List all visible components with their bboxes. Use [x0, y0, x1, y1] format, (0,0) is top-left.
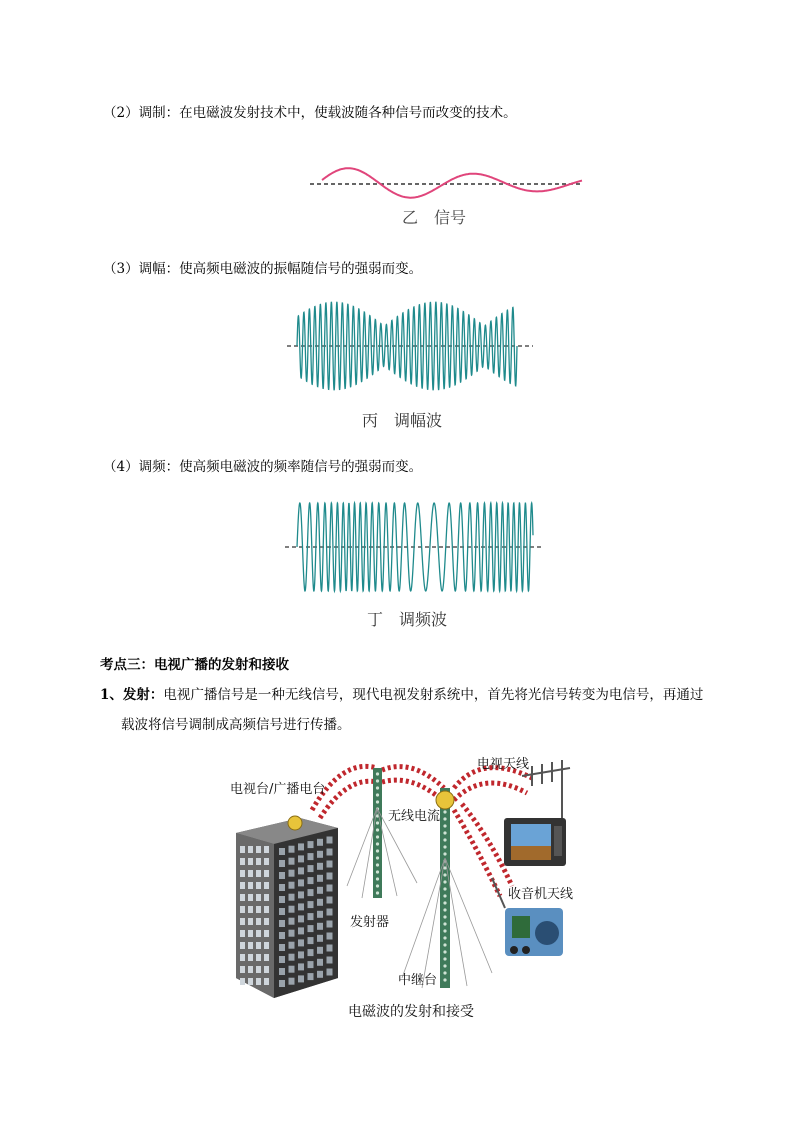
am-text: （3）调幅：使高频电磁波的振幅随信号的强弱而变。	[103, 261, 423, 277]
point1-text-line1: 电视广播信号是一种无线信号，现代电视发射系统中，首先将光信号转变为电信号，再通过	[163, 687, 704, 703]
signal-wave-curve	[322, 168, 582, 198]
point1-label: 1、发射：	[100, 687, 164, 703]
label-radio-antenna: 收音机天线	[508, 887, 574, 902]
label-relay: 中继台	[398, 973, 438, 988]
am-caption: 丙 调幅波	[362, 411, 443, 430]
relay-dish-icon	[436, 791, 454, 809]
label-transmitter: 发射器	[350, 915, 390, 930]
signal-caption: 乙 信号	[402, 208, 467, 227]
am-wave-figure	[285, 298, 535, 394]
fm-caption: 丁 调频波	[367, 610, 448, 629]
point1-line1	[100, 684, 703, 706]
label-station: 电视台/广播电台	[230, 782, 326, 797]
signal-wave-figure	[300, 150, 600, 210]
point1-text-line2: 载波将信号调制成高频信号进行传播。	[121, 717, 351, 733]
section-heading: 考点三：电视广播的发射和接收	[100, 657, 289, 673]
label-radio-current: 无线电流	[388, 809, 441, 824]
fm-text: （4）调频：使高频电磁波的频率随信号的强弱而变。	[103, 459, 423, 475]
label-tv-antenna: 电视天线	[477, 757, 530, 772]
modulation-text: （2）调制：在电磁波发射技术中，使载波随各种信号而改变的技术。	[103, 105, 517, 121]
fm-wave-figure	[283, 498, 545, 600]
diagram-caption: 电磁波的发射和接受	[348, 1004, 474, 1020]
station-dish-icon	[288, 816, 302, 830]
tv-station-building-icon	[236, 816, 338, 998]
broadcast-diagram	[222, 748, 602, 1030]
transmitter-tower-icon	[347, 768, 417, 898]
am-wave-curve	[297, 302, 517, 389]
em-waves	[312, 766, 532, 896]
television-icon	[504, 818, 566, 866]
